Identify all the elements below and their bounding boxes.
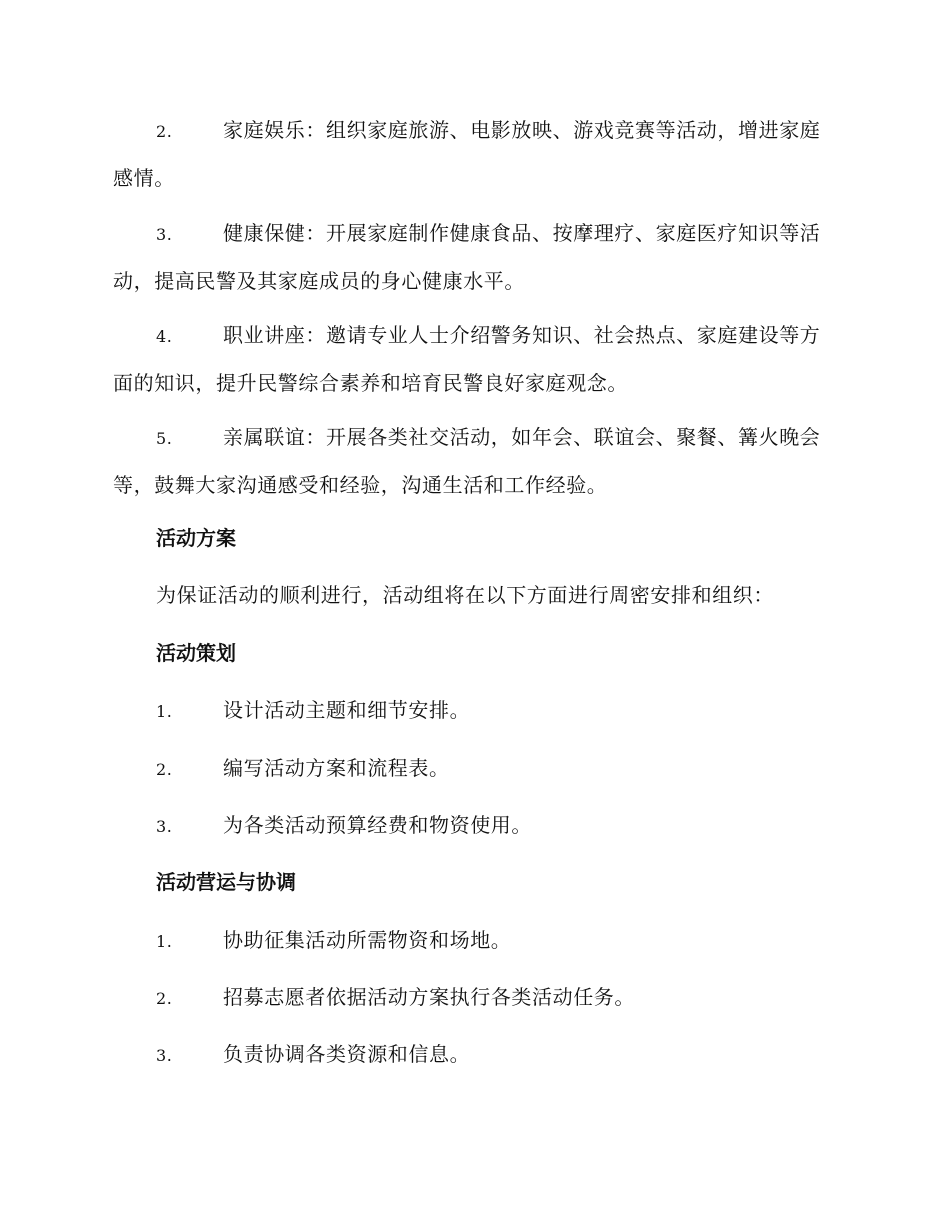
list-text: 职业讲座：邀请专业人士介绍警务知识、社会热点、家庭建设等方面的知识，提升民警综合素养和培育民警良好家庭观念。: [113, 323, 821, 395]
list-number: 4.: [156, 327, 173, 346]
list-text: 负责协调各类资源和信息。: [223, 1042, 471, 1066]
list-text: 设计活动主题和细节安排。: [223, 698, 471, 722]
list-text: 编写活动方案和流程表。: [223, 756, 450, 780]
section-paragraph: 为保证活动的顺利进行，活动组将在以下方面进行周密安排和组织：: [156, 583, 774, 607]
list-text: 家庭娱乐：组织家庭旅游、电影放映、游戏竞赛等活动，增进家庭感情。: [113, 118, 821, 190]
list-text: 为各类活动预算经费和物资使用。: [223, 813, 532, 837]
list-text: 亲属联谊：开展各类社交活动，如年会、联谊会、聚餐、篝火晚会等，鼓舞大家沟通感受和经验，沟通生活和工作经验。: [113, 425, 821, 497]
list-text: 健康保健：开展家庭制作健康食品、按摩理疗、家庭医疗知识等活动，提高民警及其家庭成员的身心健康水平。: [113, 221, 821, 293]
list-text: 协助征集活动所需物资和场地。: [223, 928, 512, 952]
list-number: 2.: [156, 122, 173, 141]
list-number: 5.: [156, 429, 173, 448]
section-heading: 活动方案: [156, 526, 236, 550]
list-item: [113, 695, 838, 727]
list-item: [113, 210, 838, 304]
list-number: 3.: [156, 1046, 173, 1065]
list-item: [113, 1039, 838, 1071]
list-number: 2.: [156, 760, 173, 779]
section-heading: 活动策划: [156, 641, 236, 665]
list-item: [113, 107, 838, 201]
list-number: 2.: [156, 989, 173, 1008]
list-item: [113, 810, 838, 842]
list-text: 招募志愿者依据活动方案执行各类活动任务。: [223, 985, 635, 1009]
list-item: [113, 414, 838, 508]
list-number: 1.: [156, 702, 173, 721]
section-heading: 活动营运与协调: [156, 870, 296, 894]
list-item: [113, 312, 838, 406]
list-item: [113, 753, 838, 785]
list-item: [113, 925, 838, 957]
list-number: 3.: [156, 225, 173, 244]
list-number: 3.: [156, 817, 173, 836]
list-item: [113, 982, 838, 1014]
list-number: 1.: [156, 932, 173, 951]
